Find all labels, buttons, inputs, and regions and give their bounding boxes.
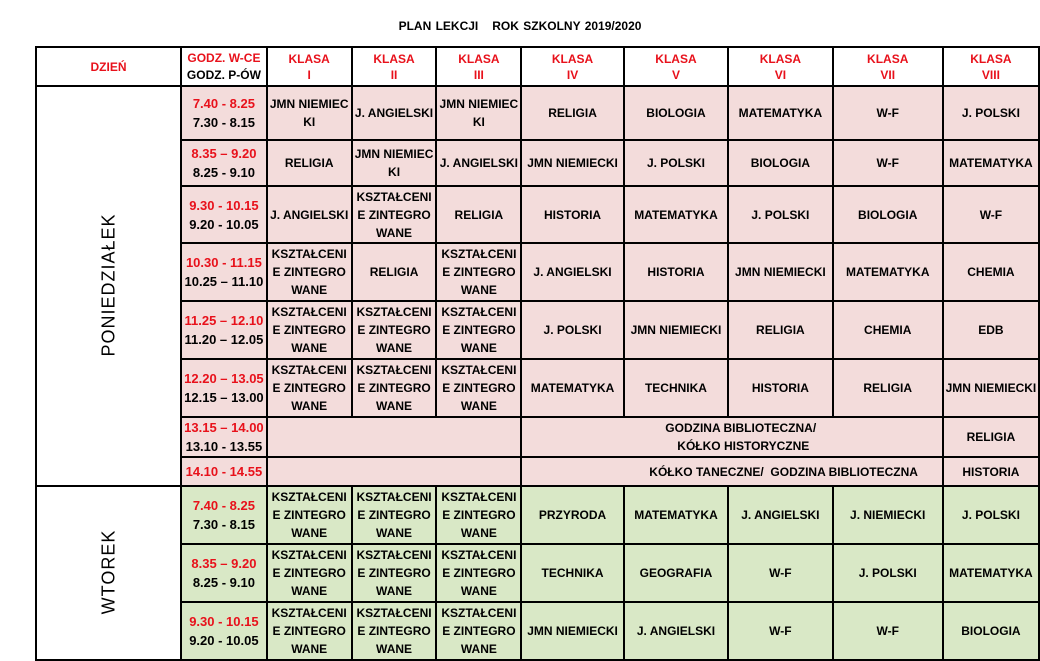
subject-name: KSZTAŁCENIE ZINTEGROWANE — [441, 606, 517, 656]
time-header — [181, 47, 267, 86]
time-cell — [181, 359, 267, 417]
subject-name: PRZYRODA — [538, 508, 607, 522]
subject-cell — [267, 359, 352, 417]
subject-cell — [943, 140, 1039, 186]
subject-name: J. ANGIELSKI — [533, 265, 612, 279]
time-cell — [181, 602, 267, 660]
subject-cell — [436, 359, 521, 417]
subject-cell — [436, 602, 521, 660]
subject-cell — [833, 544, 943, 602]
lesson-row — [36, 602, 1039, 660]
subject-cell — [436, 544, 521, 602]
subject-cell — [521, 602, 623, 660]
subject-name: KSZTAŁCENIE ZINTEGROWANE — [271, 606, 347, 656]
time-cell — [181, 186, 267, 243]
lesson-row — [36, 359, 1039, 417]
class-label: KLASA — [759, 51, 802, 66]
timetable — [35, 46, 1040, 661]
subject-cell — [624, 359, 728, 417]
subject-cell — [624, 602, 728, 660]
break-time: 7.30 - 8.15 — [192, 115, 255, 130]
class-number: I — [307, 67, 311, 82]
subject-cell — [833, 301, 943, 359]
subject-cell — [436, 86, 521, 140]
subject-cell — [436, 301, 521, 359]
break-time: 8.25 - 9.10 — [192, 575, 255, 590]
subject-cell — [352, 86, 437, 140]
subject-cell — [833, 359, 943, 417]
lesson-time: 14.10 - 14.55 — [185, 464, 263, 479]
subject-cell — [624, 301, 728, 359]
subject-name: HISTORIA — [751, 381, 809, 395]
break-time: 10.25 – 11.10 — [184, 274, 264, 289]
break-time: 11.20 – 12.05 — [184, 332, 264, 347]
subject-name: J. ANGIELSKI — [439, 156, 518, 170]
subject-cell — [728, 544, 832, 602]
subject-cell — [833, 486, 943, 544]
class-number: II — [390, 67, 398, 82]
subject-cell — [521, 140, 623, 186]
subject-cell — [352, 140, 437, 186]
subject-cell — [624, 544, 728, 602]
subject-name: KSZTAŁCENIE ZINTEGROWANE — [356, 305, 432, 355]
subject-name: KSZTAŁCENIE ZINTEGROWANE — [441, 363, 517, 413]
subject-name: KSZTAŁCENIE ZINTEGROWANE — [441, 305, 517, 355]
subject-cell — [267, 86, 352, 140]
lesson-row — [36, 186, 1039, 243]
subject-cell — [943, 359, 1039, 417]
subject-name: J. POLSKI — [858, 566, 917, 580]
subject-name: EDB — [978, 323, 1004, 337]
class-label: KLASA — [458, 51, 500, 66]
subject-name: J. ANGIELSKI — [741, 508, 820, 522]
activity-text: KÓŁKO TANECZNE/ GODZINA BIBLIOTECZNA — [649, 464, 918, 479]
subject-name: JMN NIEMIECKI — [735, 265, 826, 279]
subject-name: KSZTAŁCENIE ZINTEGROWANE — [356, 606, 432, 656]
class-label: KLASA — [867, 51, 909, 66]
title-plan: PLAN LEKCJI — [398, 19, 479, 33]
subject-name: JMN NIEMIECKI — [439, 97, 519, 129]
class-number: IV — [566, 67, 579, 82]
subject-name: RELIGIA — [966, 430, 1016, 444]
page-title — [0, 19, 1040, 33]
class-number: III — [473, 67, 484, 82]
lesson-time: 9.30 - 10.15 — [189, 197, 259, 213]
subject-name: MATEMATYKA — [845, 265, 930, 279]
subject-name: J. POLSKI — [961, 106, 1020, 120]
break-time: 13.10 - 13.55 — [185, 439, 263, 454]
subject-name: J. NIEMIECKI — [850, 508, 926, 522]
class-header-2 — [352, 47, 437, 86]
subject-name: RELIGIA — [756, 323, 805, 337]
subject-cell — [352, 602, 437, 660]
subject-name: MATEMATYKA — [949, 566, 1033, 580]
subject-name: HISTORIA — [647, 265, 705, 279]
subject-name: BIOLOGIA — [646, 106, 706, 120]
subject-cell — [833, 86, 943, 140]
subject-cell — [943, 86, 1039, 140]
subject-name: KSZTAŁCENIE ZINTEGROWANE — [271, 548, 347, 598]
subject-name: BIOLOGIA — [858, 207, 918, 222]
lesson-time: 7.40 - 8.25 — [192, 498, 255, 513]
subject-cell — [521, 86, 623, 140]
subject-cell — [728, 186, 832, 243]
class-number: VIII — [981, 67, 1000, 82]
subject-name: KSZTAŁCENIE ZINTEGROWANE — [356, 490, 432, 540]
subject-name: GEOGRAFIA — [639, 566, 713, 580]
extra-row-2 — [36, 457, 1039, 486]
subject-cell — [521, 186, 623, 243]
subject-cell — [267, 243, 352, 301]
subject-name: W-F — [769, 624, 792, 638]
lesson-row — [36, 486, 1039, 544]
break-time: 8.25 - 9.10 — [192, 165, 255, 180]
subject-cell — [943, 457, 1039, 486]
subject-name: JMN NIEMIECKI — [945, 381, 1037, 395]
subject-name: MATEMATYKA — [949, 156, 1033, 170]
subject-name: RELIGIA — [863, 381, 913, 395]
subject-cell — [943, 544, 1039, 602]
subject-name: MATEMATYKA — [634, 207, 718, 222]
subject-cell — [436, 140, 521, 186]
subject-cell — [521, 243, 623, 301]
subject-name: W-F — [769, 566, 792, 580]
subject-name: BIOLOGIA — [750, 156, 811, 170]
subject-cell — [267, 602, 352, 660]
lesson-row — [36, 544, 1039, 602]
lesson-time: 9.30 - 10.15 — [189, 614, 259, 629]
subject-name: JMN NIEMIECKI — [527, 624, 618, 638]
break-time: 9.20 - 10.05 — [189, 633, 259, 648]
class-label: KLASA — [970, 51, 1012, 66]
subject-cell — [728, 243, 832, 301]
lesson-time: 12.20 – 13.05 — [184, 371, 264, 386]
subject-name: MATEMATYKA — [530, 381, 615, 395]
lesson-time: 11.25 – 12.10 — [184, 313, 264, 328]
lesson-row — [36, 140, 1039, 186]
subject-cell — [352, 544, 437, 602]
subject-cell — [267, 544, 352, 602]
break-time: 12.15 – 13.00 — [184, 390, 264, 405]
lesson-row — [36, 86, 1039, 140]
subject-name: KSZTAŁCENIE ZINTEGROWANE — [356, 189, 432, 240]
time-cell — [181, 457, 267, 486]
subject-cell — [943, 602, 1039, 660]
subject-name: KSZTAŁCENIE ZINTEGROWANE — [441, 490, 517, 540]
subject-name: J. POLSKI — [543, 323, 602, 337]
subject-name: TECHNIKA — [541, 566, 604, 580]
subject-name: J. ANGIELSKI — [636, 624, 716, 638]
subject-cell — [624, 243, 728, 301]
subject-name: JMN NIEMIECKI — [269, 97, 349, 129]
lesson-time: 10.30 - 11.15 — [185, 255, 262, 270]
subject-name: KSZTAŁCENIE ZINTEGROWANE — [356, 548, 432, 598]
class-header-5 — [624, 47, 728, 86]
subject-cell — [728, 486, 832, 544]
class-number: VI — [774, 67, 787, 82]
subject-cell — [521, 544, 623, 602]
subject-name: RELIGIA — [454, 207, 504, 222]
subject-cell — [833, 140, 943, 186]
subject-cell — [624, 186, 728, 243]
subject-cell — [833, 186, 943, 243]
subject-cell — [521, 486, 623, 544]
subject-cell — [352, 186, 437, 243]
activity-line-1: GODZINA BIBLIOTECZNA/ — [665, 421, 817, 435]
subject-cell — [624, 486, 728, 544]
subject-name: TECHNIKA — [644, 381, 707, 395]
subject-name: KSZTAŁCENIE ZINTEGROWANE — [271, 247, 347, 297]
time-cell — [181, 243, 267, 301]
class-header-1 — [267, 47, 352, 86]
subject-name: RELIGIA — [369, 265, 419, 279]
class-label: KLASA — [373, 51, 415, 66]
subject-name: CHEMIA — [967, 265, 1015, 279]
lesson-time: 8.35 – 9.20 — [191, 146, 257, 161]
subject-cell — [352, 243, 437, 301]
subject-name: KSZTAŁCENIE ZINTEGROWANE — [441, 548, 517, 598]
class-label: KLASA — [551, 51, 594, 66]
subject-cell — [943, 417, 1039, 457]
subject-name: RELIGIA — [548, 106, 597, 120]
class-header-8 — [943, 47, 1039, 86]
subject-cell — [521, 301, 623, 359]
lesson-time: 7.40 - 8.25 — [192, 96, 255, 111]
subject-name: JMN NIEMIECKI — [354, 147, 434, 179]
time-cell — [181, 301, 267, 359]
class-label: KLASA — [288, 51, 330, 66]
activity-span-cell — [521, 417, 943, 457]
subject-cell — [943, 486, 1039, 544]
class-number: V — [671, 67, 680, 82]
class-number: VII — [880, 67, 896, 82]
subject-cell — [728, 602, 832, 660]
subject-name: KSZTAŁCENIE ZINTEGROWANE — [441, 247, 517, 297]
subject-name: KSZTAŁCENIE ZINTEGROWANE — [271, 305, 347, 355]
subject-cell — [624, 86, 728, 140]
subject-cell — [943, 301, 1039, 359]
lesson-row — [36, 243, 1039, 301]
time-cell — [181, 417, 267, 457]
subject-cell — [352, 301, 437, 359]
subject-name: HISTORIA — [962, 464, 1020, 479]
subject-name: BIOLOGIA — [961, 624, 1021, 638]
subject-name: KSZTAŁCENIE ZINTEGROWANE — [356, 363, 432, 413]
subject-cell — [436, 486, 521, 544]
subject-cell — [436, 186, 521, 243]
subject-cell — [267, 186, 352, 243]
class-header-4 — [521, 47, 623, 86]
subject-name: JMN NIEMIECKI — [527, 156, 618, 170]
subject-name: KSZTAŁCENIE ZINTEGROWANE — [271, 490, 347, 540]
subject-cell — [267, 140, 352, 186]
subject-name: J. POLSKI — [751, 207, 810, 222]
subject-name: W-F — [876, 106, 899, 120]
subject-cell — [728, 140, 832, 186]
subject-name: CHEMIA — [864, 323, 912, 337]
subject-name: W-F — [876, 156, 899, 170]
subject-cell — [728, 301, 832, 359]
class-header-7 — [833, 47, 943, 86]
subject-name: MATEMATYKA — [738, 106, 823, 120]
subject-name: W-F — [876, 624, 899, 638]
class-header-3 — [436, 47, 521, 86]
subject-cell — [352, 359, 437, 417]
subject-name: KSZTAŁCENIE ZINTEGROWANE — [271, 363, 347, 413]
day-tuesday-label: WTOREK — [98, 529, 119, 615]
break-time: 9.20 - 10.05 — [189, 216, 259, 232]
time-cell — [181, 486, 267, 544]
activity-line-2: KÓŁKO HISTORYCZNE — [677, 439, 810, 453]
class-label: KLASA — [655, 51, 697, 66]
subject-name: J. POLSKI — [646, 156, 705, 170]
subject-cell — [436, 243, 521, 301]
title-school-year: ROK SZKOLNY 2019/2020 — [492, 19, 642, 33]
subject-cell — [521, 359, 623, 417]
header-row — [36, 47, 1039, 86]
time-cell — [181, 86, 267, 140]
subject-cell — [833, 243, 943, 301]
subject-cell — [728, 359, 832, 417]
subject-cell — [267, 486, 352, 544]
subject-cell — [833, 602, 943, 660]
time-header-lessons: GODZ. W-CE — [187, 50, 261, 65]
subject-cell — [943, 186, 1039, 243]
subject-name: J. ANGIELSKI — [354, 106, 434, 120]
subject-name: HISTORIA — [543, 207, 602, 222]
subject-name: JMN NIEMIECKI — [630, 323, 722, 337]
extra-row-1 — [36, 417, 1039, 457]
lesson-time: 13.15 – 14.00 — [184, 420, 264, 435]
day-monday — [36, 86, 181, 486]
break-time: 7.30 - 8.15 — [192, 517, 255, 532]
subject-cell — [267, 301, 352, 359]
time-header-breaks: GODZ. P-ÓW — [186, 67, 261, 82]
activity-span-cell — [521, 457, 943, 486]
time-cell — [181, 544, 267, 602]
subject-name: J. ANGIELSKI — [270, 207, 349, 222]
empty-span-cell — [267, 417, 522, 457]
day-monday-label: PONIEDZIAŁEK — [98, 213, 119, 357]
subject-name: RELIGIA — [284, 156, 334, 170]
subject-cell — [624, 140, 728, 186]
subject-name: J. POLSKI — [961, 508, 1020, 522]
subject-cell — [943, 243, 1039, 301]
subject-cell — [728, 86, 832, 140]
lesson-time: 8.35 – 9.20 — [191, 556, 257, 571]
subject-cell — [352, 486, 437, 544]
day-header: DZIEŃ — [36, 47, 181, 86]
subject-name: W-F — [979, 207, 1003, 222]
empty-span-cell — [267, 457, 522, 486]
class-header-6 — [728, 47, 832, 86]
subject-name: MATEMATYKA — [634, 508, 718, 522]
time-cell — [181, 140, 267, 186]
lesson-row — [36, 301, 1039, 359]
